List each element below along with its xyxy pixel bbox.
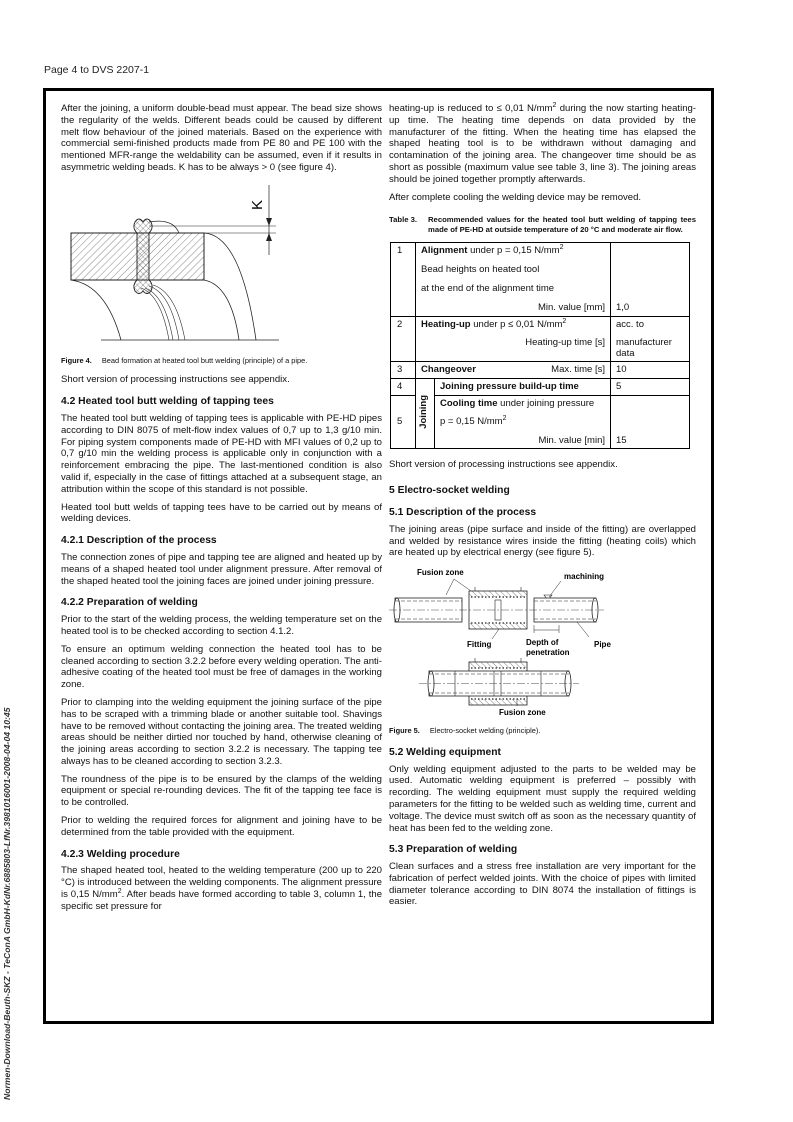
short-version-note-left: Short version of processing instructions see appendix.: [61, 374, 290, 386]
table-row: [391, 243, 690, 316]
figure-4-caption-text: Bead formation at heated tool butt welding (principle) of a pipe.: [101, 355, 308, 365]
superscript: 2: [117, 887, 122, 895]
row-title-rest: under joining pressure: [497, 397, 595, 409]
table-3-caption: [389, 215, 696, 234]
section-5-3-p1: Clean surfaces and a stress free installation are very important for the fabrication of perfect welded joints. With the choice of pipes with limited diameter tolerance according to DIN 8074 the installation of fittings is easier.: [389, 861, 696, 908]
bead-formation-diagram: [61, 180, 381, 345]
section-4-2-2-heading: 4.2.2 Preparation of welding: [61, 597, 198, 609]
electro-socket-diagram: [389, 565, 639, 715]
row-number: 1: [391, 243, 416, 316]
section-4-2-2-p1: Prior to the start of the welding process, the welding temperature set on the heated tool is to be checked according to section 4.1.2.: [61, 614, 382, 637]
continued-paragraph: [389, 103, 696, 186]
text-run: The shaped heated tool, heated to the welding temperature (200 up to 220 °C) is introduced between the welding components. The alignment pressure is 0,15 N/mm: [61, 865, 382, 901]
section-4-2-p2: Heated tool butt welds of tapping tees have to be carried out by means of welding devices.: [61, 501, 382, 525]
section-5-1-p1: The joining areas (pipe surface and inside of the fitting) are overlapped and welded by resistance wires inside the fitting (heating coils) which are heated up by electrical energy (see figure 5).: [389, 523, 696, 559]
figure-5-caption-text: Electro-socket welding (principle).: [429, 725, 541, 735]
machining-label: machining: [564, 572, 605, 582]
superscript: 2: [502, 414, 507, 422]
row-value: [611, 316, 690, 362]
figure-4-label: Figure 4.: [61, 355, 92, 365]
depth-label-line2: penetration: [526, 648, 570, 658]
section-5-2-p1: Only welding equipment adjusted to the parts to be welded may be used. Automatic welding equipment is preferred – possibly with recording. The welding equipment must supply the required welding parameters for the fitting to be welded such as welding time, current and voltage. The device must switch off as soon as the necessary quantity of heat has been fed to the welding zone.: [389, 763, 696, 834]
table-row: [391, 362, 690, 379]
row-description: [416, 316, 611, 362]
row-value-line: manufacturer data: [616, 337, 672, 360]
table-3: [390, 242, 690, 449]
row-title: Cooling time: [440, 397, 498, 409]
row-title-rest: under p = 0,15 N/mm: [467, 245, 560, 257]
section-4-2-2-p3: Prior to clamping into the welding equipment the joining surface of the pipe has to be scraped with a trimming blade or another suitable tool. Shavings have to be removed without contacting the joining area. The treated welding areas should be neither dirtied nor touched by hand, otherwise cleaning of the joining areas according to section 3.2.2 is necessary. The tapping tee always has to be cleaned according to section 3.2.3.: [61, 696, 382, 767]
cooling-removal-note: After complete cooling the welding device may be removed.: [389, 191, 642, 203]
fusion-zone-top-label: Fusion zone: [417, 568, 464, 578]
table-3-label: Table 3.: [389, 215, 418, 225]
row-line: p = 0,15 N/mm: [440, 415, 503, 427]
section-4-2-2-p2: To ensure an optimum welding connection the heated tool has to be cleaned according to section 3.2.2 before every welding operation. The anti-adhesive coating of the heated tool must be free of damages in the working zone.: [61, 643, 382, 691]
section-5-1-heading: 5.1 Description of the process: [389, 506, 537, 518]
section-4-2-2-p4: The roundness of the pipe is to be ensured by the clamps of the welding equipment or special re-rounding devices. The fit of the tapping tee face is to be controlled.: [61, 773, 382, 809]
row-unit: Max. time [s]: [551, 364, 605, 376]
row-value: 10: [611, 362, 690, 379]
fusion-zone-bottom-label: Fusion zone: [499, 708, 546, 716]
section-5-3-heading: 5.3 Preparation of welding: [389, 844, 518, 856]
row-value: 1,0: [611, 243, 690, 316]
row-title-rest: under p ≤ 0,01 N/mm: [470, 318, 563, 330]
pipe-label: Pipe: [594, 640, 611, 650]
row-unit: Min. value [mm]: [537, 301, 605, 313]
row-number: 3: [391, 362, 416, 379]
superscript: 2: [552, 101, 557, 109]
section-4-2-3-heading: 4.2.3 Welding procedure: [61, 848, 180, 860]
section-4-2-p1: The heated tool butt welding of tapping tees is applicable with PE-HD pipes according to DIN 8075 of melt-flow index values of 0,7 up to 1,3 g/10 min. For piping system components made of PE-HD with MFI values of 0,2 up to 0,7 g/10 min the welding process is applicable only in conjunction with a reinforcement embracing the pipe. The last-mentioned condition is also valid if, especially in the case of fittings attached at a subsequent stage, an attribution within the scope of this standard is not possible.: [61, 412, 382, 495]
row-description: [416, 243, 611, 316]
row-number: 4: [391, 379, 416, 396]
row-value: 5: [611, 379, 690, 396]
figure-4-caption: [61, 355, 382, 367]
short-version-note-right: Short version of processing instructions see appendix.: [389, 459, 618, 471]
row-value: 15: [611, 395, 690, 448]
depth-label-line1: Depth of: [526, 638, 559, 648]
fitting-label: Fitting: [467, 640, 492, 650]
figure-5-caption: [389, 725, 696, 737]
section-5-heading: 5 Electro-socket welding: [389, 485, 510, 497]
table-3-caption-text: Recommended values for the heated tool butt welding of tapping tees made of PE-HD at outside temperature of 20 °C and moderate air flow.: [428, 215, 696, 234]
row-line: Bead heights on heated tool: [421, 264, 540, 276]
figure-5: [389, 565, 696, 737]
row-value-line: acc. to: [616, 318, 644, 330]
row-number: 2: [391, 316, 416, 362]
intro-paragraph: After the joining, a uniform double-bead must appear. The bead size shows the regularity of the welds. Different beads could be caused by different melt flow behaviour of the joined materials. Based on the experience with commercial semi-finished products made from PE 80 and PE 100 with the mentioned MFR-range the weldability can be assumed, even if it results in asymmetric welding beads. K has to be always > 0 (see figure 4).: [61, 103, 382, 173]
section-4-2-1-p1: The connection zones of pipe and tapping tee are aligned and heated up by means of a shaped heated tool under alignment pressure. After removal of the shaped heated tool the joining faces are joined under joining pressure.: [61, 551, 382, 587]
joining-group-label: Joining: [418, 394, 429, 429]
table-row: [391, 395, 690, 448]
left-column: [61, 103, 382, 919]
download-watermark: Normen-Download-Beuth-SKZ - TeConA GmbH-KdNr.6885803-LfNr.3981016001-2008-04-04 10:45: [2, 707, 12, 1100]
section-4-2-2-p5: Prior to welding the required forces for alignment and joining have to be determined from the table provided with the equipment.: [61, 815, 382, 838]
k-dimension-label: K: [249, 199, 266, 210]
page-header: Page 4 to DVS 2207-1: [44, 64, 150, 76]
joining-group-cell: [416, 379, 435, 449]
row-description: [435, 395, 611, 448]
section-4-2-heading: 4.2 Heated tool butt welding of tapping tees: [61, 396, 274, 408]
section-5-2-heading: 5.2 Welding equipment: [389, 746, 501, 758]
text-run: during the now starting heating-up time. The heating time depends on data provided by the manufacturer of the fitting. When the heating time has elapsed the shaped heating tool is to be withdrawn without damaging and contamination of the joining area. The changeover time should be as short as possible (maximum value see table 3, line 3). The joining areas should be joined together promptly afterwards.: [389, 103, 696, 185]
row-title: Heating-up: [421, 318, 471, 330]
table-row: [391, 379, 690, 396]
table-row: [391, 316, 690, 362]
content-frame: [43, 88, 714, 1024]
row-unit: Min. value [min]: [538, 434, 605, 446]
figure-4: [61, 180, 382, 367]
section-4-2-3-p1: [61, 865, 382, 912]
section-4-2-1-heading: 4.2.1 Description of the process: [61, 535, 217, 547]
superscript: 2: [562, 317, 567, 325]
row-line: at the end of the alignment time: [421, 282, 555, 294]
row-description: [416, 362, 611, 379]
text-run: . After beads have formed according to table 3, column 1, the specific set pressure for: [61, 889, 382, 912]
figure-5-label: Figure 5.: [389, 725, 420, 735]
row-number: 5: [391, 395, 416, 448]
row-description: Joining pressure build-up time: [435, 379, 611, 396]
row-unit: Heating-up time [s]: [525, 337, 605, 349]
right-column: [389, 103, 696, 914]
text-run: heating-up is reduced to ≤ 0,01 N/mm: [389, 103, 553, 114]
row-title: Changeover: [421, 364, 476, 376]
row-title: Alignment: [421, 245, 468, 257]
superscript: 2: [559, 244, 564, 252]
